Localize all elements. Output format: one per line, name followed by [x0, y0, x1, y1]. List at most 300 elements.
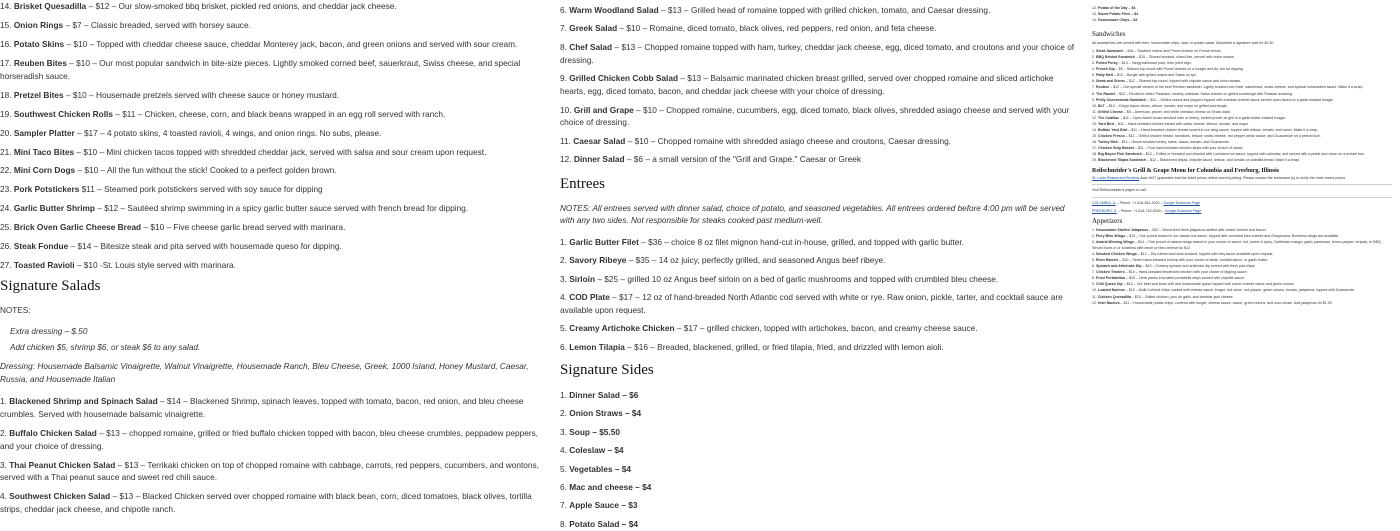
sandwich-item — [1092, 85, 1392, 91]
item-text: Potato of the Day – $4 — [1098, 6, 1136, 10]
appetizers-list — [1092, 228, 1392, 306]
google-business-link[interactable] — [1165, 209, 1202, 213]
item-name: Patty Melt — [1096, 73, 1113, 78]
item-description: – $10 – Chopped romaine with shredded asiago cheese and croutons, Caesar dressing. — [625, 135, 951, 146]
entrees-heading: Entrees — [560, 176, 605, 193]
menu-item — [0, 259, 548, 272]
sandwich-item — [1092, 92, 1392, 98]
salads-list-continued — [560, 4, 1080, 166]
location-row — [1092, 209, 1392, 214]
sandwich-item — [1092, 134, 1392, 140]
side-item — [1092, 18, 1392, 24]
item-number: 2. — [560, 408, 570, 419]
item-description: – $10 – Our most popular sandwich in bite-size pieces. Lightly smoked corned beef, sauerkraut, Swiss cheese, and special horseradish sauce. — [0, 57, 521, 81]
appetizer-item — [1092, 258, 1392, 264]
item-name: Fiery Bleu Wings — [1096, 234, 1126, 239]
item-description: – $11 – Open-faced house smoked ham or turkey, melted provel on grill in a garlic butter toasted hoagie. — [1119, 115, 1287, 120]
side-item — [560, 426, 1080, 439]
item-description: – $14 – One pound of classic wings tossed in your choice of sauce: hot, sweet & spicy, Caribbean mango, garlic parmesan, lemon pepper, teriyaki, or BBQ. Served bone-in or boneless with ranch or bleu cheese for $12 — [1092, 240, 1382, 251]
salad-item — [560, 135, 1080, 148]
sandwich-item — [1092, 61, 1392, 67]
item-number: 5. — [560, 323, 570, 334]
item-number: 14. — [0, 1, 14, 11]
item-number: 2. — [1092, 234, 1096, 239]
item-number: 4. — [560, 445, 570, 456]
appetizer-item — [1092, 295, 1392, 301]
item-number: 7. — [560, 500, 570, 511]
item-number: 3. — [1092, 240, 1096, 245]
item-number: 11. — [560, 135, 574, 146]
sandwich-item — [1092, 104, 1392, 110]
item-name: Toasted Ravioli — [13, 260, 75, 271]
item-description: – $13 – Chopped romaine topped with ham, turkey, cheddar jack cheese, egg, diced tomato, and croutons and your choice of dressing. — [560, 41, 1075, 65]
menu-item — [0, 108, 548, 121]
item-name: Irish Nachos — [1098, 300, 1120, 305]
item-name: Grill and Grape — [573, 104, 634, 115]
restaurant-disclaimer: St. Louis Restaurant Reviews does NOT guarantee that the listed prices reflect current pricing. Please contact the restaurant (s) to verify the most recent prices. — [1092, 175, 1347, 180]
item-number: 14. — [1092, 18, 1098, 23]
item-number: 22. — [0, 165, 14, 176]
item-description: – $10 – Our beef and bean chili and housemade queso topped with nacho cheese sauce and green onions. — [1122, 282, 1295, 287]
item-description: – $16 – Breaded, blackened, grilled, or fried tilapia, fried, and drizzled with lemon aioli. — [624, 341, 944, 352]
salad-item — [560, 72, 1080, 98]
item-number: 1. — [560, 389, 570, 400]
item-number: 4. — [1092, 252, 1096, 257]
item-name: Big Bayou Fish Sandwich — [1098, 152, 1142, 157]
item-number: 8. — [560, 41, 570, 52]
sandwich-item — [1092, 152, 1392, 158]
item-name: Lemon Tilapia — [569, 341, 625, 352]
salad-item — [0, 490, 548, 516]
item-description: – $11 – Hand-breaded chicken breast tossed in our wing sauce, topped with lettuce, tomato, and ranch. Make it a wrap. — [1127, 127, 1319, 132]
item-name: Steak and Stress — [1096, 79, 1125, 84]
item-name: Warm Woodland Salad — [569, 5, 659, 15]
item-number: 27. — [0, 260, 14, 271]
note-item: Add chicken $5, shrimp $6, or steak $6 to any salad. — [10, 342, 201, 352]
appetizer-item — [1092, 288, 1392, 294]
sandwich-item — [1092, 122, 1392, 128]
menu-column-right — [1092, 0, 1392, 500]
side-item — [560, 518, 1080, 531]
item-description: – $15 – Slowed smoked, sliced thin, served with onion straws. — [1134, 55, 1235, 60]
signature-sides-heading: Signature Sides — [560, 361, 654, 378]
item-number: 18. — [1092, 152, 1098, 157]
item-description: – $10 – Romaine, diced tomato, black olives, red peppers, red onion, and feta cheese. — [617, 23, 937, 34]
location-name: FREEBURG, IL — [1092, 208, 1117, 213]
item-name: Yard Bird — [1098, 121, 1114, 126]
item-number: 19. — [1092, 158, 1098, 163]
side-item — [1092, 6, 1392, 12]
sandwich-item — [1092, 116, 1392, 122]
item-number: 1. — [0, 395, 10, 406]
item-number: 7. — [560, 23, 570, 34]
appetizer-item — [1092, 240, 1392, 251]
item-name: Blackened Tilapia Sandwich — [1098, 158, 1147, 163]
appetizer-item — [1092, 264, 1392, 270]
item-description: – $10 – Mini chicken tacos topped with shredded cheddar jack, served with salsa and sour cream upon request. — [74, 146, 487, 157]
item-name: River Barrels — [1096, 258, 1119, 263]
item-description: – $7 – Classic breaded, served with horsey sauce. — [63, 19, 251, 30]
entree-item — [560, 322, 1080, 335]
item-description: $11 – Steamed pork potstickers served with soy sauce for dipping — [79, 184, 323, 195]
item-number: 5. — [560, 463, 570, 474]
item-name: Reuben — [1096, 85, 1110, 90]
item-description: – $10 – Five cheese garlic bread served with marinara. — [141, 222, 346, 233]
item-name: Caesar Salad — [573, 135, 626, 146]
dressing-text: Housemade Balsamic Vinaigrette, Walnut Vinaigrette, Housemade Ranch, Bleu Cheese, Greek, 1000 Island, Honey Mustard, Caesar, Russia, and Housemade Italian — [0, 361, 529, 384]
salad-item — [560, 104, 1080, 130]
item-name: Pulled Porky — [1096, 61, 1118, 66]
item-text: Vegetables – $4 — [569, 463, 632, 474]
item-name: Brisket Quesadilla — [13, 1, 87, 11]
item-description: – $10 – Wood-fired fresh jalapenos stuffed with cream cheese and bacon. — [1148, 228, 1267, 233]
sandwich-item — [1092, 73, 1392, 79]
item-description: – $10 – Grilled chicken, pico de gallo, and cheddar jack cheese. — [1130, 294, 1234, 299]
item-number: 21. — [0, 146, 14, 157]
item-number: 5. — [1092, 73, 1096, 78]
item-description: – $13 – Grilled head of romaine topped with grilled chicken, tomato, and Caesar dressing. — [658, 5, 991, 15]
item-description: – $17 – 12 oz of hand-breaded North Atlantic cod served with white or rye. Raw onion, pickle, tarter, and cocktail sauce are available upon request. — [560, 292, 1063, 315]
item-name: Chicken Strip Basket — [1098, 146, 1134, 151]
item-name: Sampler Platter — [13, 127, 75, 138]
sandwiches-list — [1092, 49, 1392, 164]
item-name: Housemade Stuffed Jalapenos — [1096, 228, 1149, 233]
item-description: – $17 – grilled chicken, topped with artichokes, bacon, and creamy cheese sauce. — [674, 323, 978, 334]
item-name: Pork Potstickers — [13, 184, 80, 195]
item-description: – $11 – House smoked turkey, swiss, bacon, tomato, and Guacamole. — [1117, 140, 1230, 145]
appetizer-item — [1092, 301, 1392, 307]
item-number: 1. — [1092, 228, 1096, 233]
item-number: 9. — [560, 73, 570, 84]
item-name: Grilled Cheese — [1097, 109, 1123, 114]
dressing-note — [0, 360, 548, 385]
salad-item — [560, 22, 1080, 35]
entrees-list — [560, 236, 1080, 354]
google-business-label: Google Business Page — [1164, 208, 1202, 213]
item-number: 4. — [1092, 67, 1096, 72]
item-number: 7. — [1092, 85, 1096, 90]
appetizer-item — [1092, 228, 1392, 234]
item-description: – $12 – Grilled or breaded cod drizzled with Louisiana hot sauce, topped with coleslaw, and served with a pickle and onion on a pretzel bun. — [1141, 152, 1366, 157]
item-number: 11. — [1092, 109, 1098, 114]
item-text: Mac and cheese – $4 — [569, 482, 652, 492]
item-description: – $11 – Four hand-breaded chicken strips with your choice of sauce. — [1133, 146, 1244, 151]
appetizers-list-continued — [0, 0, 548, 272]
appetizer-item — [1092, 282, 1392, 288]
entree-item — [560, 341, 1080, 354]
entree-item — [560, 291, 1080, 317]
item-number: 10. — [560, 104, 574, 115]
sandwich-item — [1092, 67, 1392, 73]
item-description: – $13 – chopped romaine, grilled or fried buffalo chicken topped with bacon, bleu cheese crumbles, peppadew peppers, and your choice of dressing. — [0, 427, 539, 451]
item-description: – $25 – grilled 10 oz Angus beef sirloin on a bed of garlic mushrooms and topped with crumbled bleu cheese. — [595, 273, 999, 284]
item-description: – $12 – Grilled onions and peppers topped with cheddar cheese sauce served open-faced on a garlic toasted hoagie. — [1146, 97, 1334, 102]
menu-item — [0, 38, 548, 51]
sandwich-item — [1092, 158, 1392, 164]
item-name: Blackened Shrimp and Spinach Salad — [9, 395, 158, 406]
entrees-notes: NOTES: All entrees served with dinner salad, choice of potato, and seasoned vegetables. All entrees ordered before 4:00 pm will be served with any two sides. Not responsible for steaks cooked past medium-well. — [560, 204, 1065, 226]
item-name: Turkey Melt — [1098, 140, 1118, 145]
location-phone: – Phone: +1 618-281-2020 – — [1115, 200, 1164, 205]
item-name: Onion Rings — [13, 19, 64, 30]
item-description: – $10 -St. Louis style served with marinara. — [74, 260, 236, 271]
entree-item — [560, 273, 1080, 286]
item-number: 4. — [560, 292, 570, 303]
item-number: 3. — [1092, 61, 1096, 66]
item-number: 16. — [1092, 140, 1098, 145]
side-item — [560, 407, 1080, 420]
item-number: 8. — [1092, 276, 1096, 281]
item-number: 19. — [0, 108, 14, 119]
menu-item — [0, 57, 548, 83]
item-description: – $10 – Housemade pretzels served with cheese sauce or honey mustard. — [63, 89, 339, 100]
visit-text: Visit Reifschneider's pages or call: — [1092, 188, 1147, 193]
item-name: Loaded Nachos — [1098, 288, 1125, 293]
item-name: Savory Ribeye — [569, 255, 627, 266]
side-item — [560, 444, 1080, 457]
side-item — [560, 499, 1080, 512]
item-description: – $11 – Chicken, cheese, corn, and black beans wrapped in an egg roll served with ranch. — [112, 108, 446, 119]
item-number: 12. — [1092, 300, 1098, 305]
salad-item — [0, 427, 548, 453]
menu-column-middle — [560, 0, 1080, 529]
side-item — [560, 481, 1080, 494]
item-description: – $10 – Multi-Colored chips, loaded with cheese sauce, burger, red onion, red pepper, green onions, tomato, jalapenos, topped with Guacamole. — [1124, 288, 1356, 293]
item-name: Award-Winning Wings — [1096, 240, 1134, 245]
item-description: – $14 – Blackened Shrimp, spinach leaves, topped with tomato, bacon, red onion, and bleu cheese crumbles. Served with housemade balsamic vinaigrette. — [0, 395, 524, 419]
item-name: Chicken Fresco — [1098, 133, 1125, 138]
item-name: Mini Corn Dogs — [13, 165, 76, 176]
item-description: – $10 – Crispy bacon slices, lettuce, tomato, and mayo on grilled sourdough. — [1104, 103, 1228, 108]
item-number: 3. — [560, 426, 570, 437]
item-name: Chili Queso Dip — [1096, 282, 1123, 287]
item-description: – $9 – American, provel, and white cheddar cheese on Texas toast. — [1122, 109, 1231, 114]
google-business-link[interactable] — [1164, 201, 1201, 205]
menu-item — [0, 164, 548, 177]
item-text: Potato Salad – $4 — [569, 518, 638, 529]
item-name: Greek Salad — [569, 23, 618, 34]
item-description: – $10 – Chopped romaine, cucumbers, egg, diced tomato, black olives, shredded asiago cheese and served with your choice of dressing. — [560, 104, 1070, 128]
item-name: Mini Taco Bites — [13, 146, 75, 157]
item-number: 2. — [0, 427, 10, 438]
item-number: 13. — [1092, 121, 1098, 126]
sandwich-item — [1092, 49, 1392, 55]
sandwich-item — [1092, 128, 1392, 134]
item-number: 25. — [0, 222, 14, 233]
item-number: 3. — [0, 459, 10, 470]
item-number: 17. — [1092, 146, 1098, 151]
item-name: Buffalo Yard Bird — [1098, 127, 1128, 132]
google-business-label: Google Business Page — [1163, 200, 1201, 205]
sides-list — [560, 389, 1080, 531]
entree-item — [560, 236, 1080, 249]
item-text: Coleslaw – $4 — [569, 445, 624, 456]
item-number: 6. — [560, 341, 570, 352]
item-description: – $12 – Our slow-smoked bbq brisket, pickled red onions, and cheddar jack cheese. — [86, 1, 397, 11]
item-name: Garlic Butter Filet — [569, 236, 639, 247]
salad-item — [560, 153, 1080, 166]
item-name: Southwest Chicken Salad — [9, 491, 111, 502]
item-name: Potato Skins — [13, 38, 65, 49]
location-name: COLUMBIA, IL — [1092, 200, 1116, 205]
item-number: 12. — [1092, 6, 1098, 10]
item-number: 20. — [0, 127, 14, 138]
sandwich-item — [1092, 146, 1392, 152]
salad-item — [560, 41, 1080, 67]
sandwich-item — [1092, 98, 1392, 104]
item-name: Reuben Bites — [13, 57, 67, 68]
item-description: – $13 – Blacked Chicken served over chopped romaine with black bean, corn, diced tomatoes, black olives, tortilla strips, cheddar jack cheese, and chipotle ranch. — [0, 491, 532, 515]
item-description: – $13 – Terrikaki chicken on top of chopped romaine with cabbage, carrots, red peppers, cucumbers, and wontons, served with a Thai peanut sauce and sweet red chili sauce. — [0, 459, 539, 483]
item-name: Spinach and Artichoke Dip — [1096, 264, 1142, 269]
salads-list — [0, 395, 548, 516]
item-number: 1. — [1092, 49, 1096, 54]
sandwiches-heading: Sandwiches — [1092, 29, 1126, 38]
item-description: – $10 – Seven hand-breaded shrimp with your choice of tartar, cocktail sauce, or garlic butter. — [1118, 258, 1268, 263]
location-link[interactable] — [1092, 201, 1116, 205]
menu-item — [0, 89, 548, 102]
item-number: 12. — [1092, 115, 1098, 120]
location-phone: – Phone: +1 618-710-5200 – — [1116, 208, 1165, 213]
item-number: 12. — [560, 154, 574, 165]
item-description: – $10 – Creamy spinach and artichoke dip served with fresh pita chips. — [1141, 264, 1256, 269]
restaurant-title: Reifschneider's Grill & Grape Menu for Columbia and Freeburg, Illinois — [1092, 167, 1280, 174]
item-number: 7. — [1092, 270, 1096, 275]
item-name: Smoked Chicken Wings — [1096, 252, 1137, 257]
salads-notes-label: NOTES: — [0, 306, 31, 316]
item-number: 6. — [1092, 264, 1096, 269]
side-item — [1092, 12, 1392, 18]
item-description: – $35 – 14 oz juicy, perfectly grilled, and seasoned Angus beef ribeye. — [626, 255, 886, 266]
item-description: – $10 – Herb panko encrusted portabella strips served with chipotle sauce. — [1125, 276, 1246, 281]
item-name: Creamy Artichoke Chicken — [569, 323, 675, 334]
item-description: – $12 – Sautéed shrimp swimming in a spicy garlic butter sauce served with french bread for dipping. — [95, 203, 469, 214]
item-number: 5. — [1092, 258, 1096, 263]
item-number: 8. — [1092, 91, 1096, 96]
item-name: The Cadillac — [1098, 115, 1120, 120]
item-description: – $13 – One pound tossed in our classic hot sauce, topped with crumbled bleu cheese and Gorgonzola. Boneless wings are available. — [1125, 234, 1340, 239]
item-name: Dinner Salad — [573, 154, 625, 165]
item-description: – $12 – Reuben's sister! Pastrami, creamy coleslaw, Swiss cheese on grilled sourdough with Russian dressing. — [1115, 91, 1293, 96]
item-description: – $11 – Grilled chicken breast, tomatoes, lettuce, swiss cheese, red pepper pesto sauce, and Guacamole on a pretzel bun. — [1124, 133, 1321, 138]
item-description: – $14 – Bitesize steak and pita served with housemade queso for dipping. — [68, 241, 342, 252]
appetizer-item — [1092, 270, 1392, 276]
item-name: Thai Peanut Chicken Salad — [9, 459, 116, 470]
divider — [1092, 197, 1392, 198]
appetizer-item — [1092, 234, 1392, 240]
item-number: 23. — [0, 184, 14, 195]
divider — [1092, 184, 1392, 185]
reviews-link[interactable]: St. Louis Restaurant Reviews — [1092, 175, 1140, 180]
menu-item — [0, 19, 548, 32]
item-name: Chef Salad — [569, 41, 613, 52]
item-name: COD Plate — [569, 292, 610, 303]
item-name: Chicken Tenders — [1096, 270, 1125, 275]
side-item — [560, 463, 1080, 476]
side-item — [560, 389, 1080, 402]
item-number: 16. — [0, 38, 14, 49]
sandwiches-note: All sandwiches are served with fries, housemade chips, slaw, or potato salad. Substitute a signature side for $2.50 — [1092, 40, 1274, 45]
item-name: Chicken Quesadilla — [1097, 294, 1131, 299]
salads-notes-list — [0, 326, 548, 355]
item-name: Fried Portabellas — [1096, 276, 1126, 281]
item-name: Buffalo Chicken Salad — [9, 427, 97, 438]
item-number: 14. — [1092, 127, 1098, 132]
item-number: 6. — [560, 5, 570, 15]
item-description: – $36 – choice 8 oz filet mignon hand-cut in-house, grilled, and topped with garlic butter. — [638, 236, 965, 247]
item-number: 9. — [1092, 282, 1096, 287]
appetizers-heading: Appetizers — [1092, 217, 1123, 226]
menu-item — [0, 127, 548, 140]
appetizer-item — [1092, 252, 1392, 258]
item-name: Steak Sandwich — [1096, 49, 1124, 54]
sandwich-item — [1092, 110, 1392, 116]
item-name: Brick Oven Garlic Cheese Bread — [13, 222, 142, 233]
menu-item — [0, 183, 548, 196]
item-description: – $13 – Balsamic marinated chicken breast grilled, served over chopped romaine and sliced artichoke hearts, egg, diced tomato, bacon, and cheddar jack cheese with your choice of dressing. — [560, 73, 1054, 97]
item-description: – $12 – Shaved top-round, topped with chipotle sauce and onion straws. — [1124, 79, 1242, 84]
menu-item — [0, 0, 548, 13]
item-description: – $6 – a small version of the "Grill and Grape." Caesar or Greek — [624, 154, 862, 165]
signature-salads-heading: Signature Salads — [0, 278, 101, 295]
item-text: Apple Sauce – $3 — [569, 500, 638, 511]
item-description: – $10 – All the fun without the stick! Cooked to a perfect golden brown. — [75, 165, 337, 176]
item-number: 10. — [1092, 288, 1098, 293]
locations-list — [1092, 201, 1392, 215]
item-text: Dinner Salad – $6 — [569, 389, 639, 400]
salad-item — [0, 459, 548, 485]
menu-column-left — [0, 0, 548, 515]
salad-item — [560, 4, 1080, 17]
item-description: – $11 – Hand-breaded chicken breast with swiss cheese, lettuce, tomato, and mayo. — [1113, 121, 1249, 126]
item-name: Philly Cheesesteak Sandwich — [1096, 97, 1147, 102]
item-description: – $9 – Shaved top round with Provel cheese on a hoagie and Au Jus for dipping. — [1114, 67, 1244, 72]
item-name: Garlic Butter Shrimp — [13, 203, 95, 214]
menu-item — [0, 221, 548, 234]
item-number: 8. — [560, 518, 570, 529]
item-name: Steak Fondue — [13, 241, 69, 252]
item-description: – $12 – Blackened tilapia, chipotle sauce, lettuce, and tomato on ciabatta bread. Make it a wrap. — [1146, 158, 1300, 163]
entree-item — [560, 254, 1080, 267]
item-name: The Rachel — [1096, 91, 1116, 96]
appetizer-item — [1092, 276, 1392, 282]
item-description: – $17 – 4 potato skins, 4 toasted ravioli, 4 wings, and onion rings. No subs, please. — [74, 127, 382, 138]
item-description: – $12 – Our special version of the beef Reuben sandwich. Lightly smoked corn beef, sauerkraut, swiss cheese, and special horseradish sauce. Make it a wrap! — [1109, 85, 1363, 90]
item-number: 24. — [0, 203, 14, 214]
menu-item — [0, 146, 548, 159]
item-number: 2. — [1092, 55, 1096, 60]
item-number: 26. — [0, 241, 14, 252]
item-text: Onion Straws – $4 — [569, 408, 642, 419]
location-link[interactable] — [1092, 209, 1117, 213]
menu-item — [0, 202, 548, 215]
location-row — [1092, 201, 1392, 206]
item-name: Pretzel Bites — [13, 89, 64, 100]
salad-item — [0, 395, 548, 421]
menu-item — [0, 240, 548, 253]
item-name: BBQ Brisket Sandwich — [1096, 55, 1135, 60]
item-name: Southwest Chicken Rolls — [13, 108, 113, 119]
item-number: 17. — [0, 57, 14, 68]
item-number: 4. — [0, 491, 10, 502]
sandwich-item — [1092, 79, 1392, 85]
item-name: Sirloin — [569, 273, 596, 284]
item-text: Housemade Chips – $4 — [1098, 18, 1138, 23]
item-name: French Dip — [1096, 67, 1115, 72]
item-number: 3. — [560, 273, 570, 284]
item-number: 6. — [1092, 79, 1096, 84]
item-number: 6. — [560, 482, 570, 492]
